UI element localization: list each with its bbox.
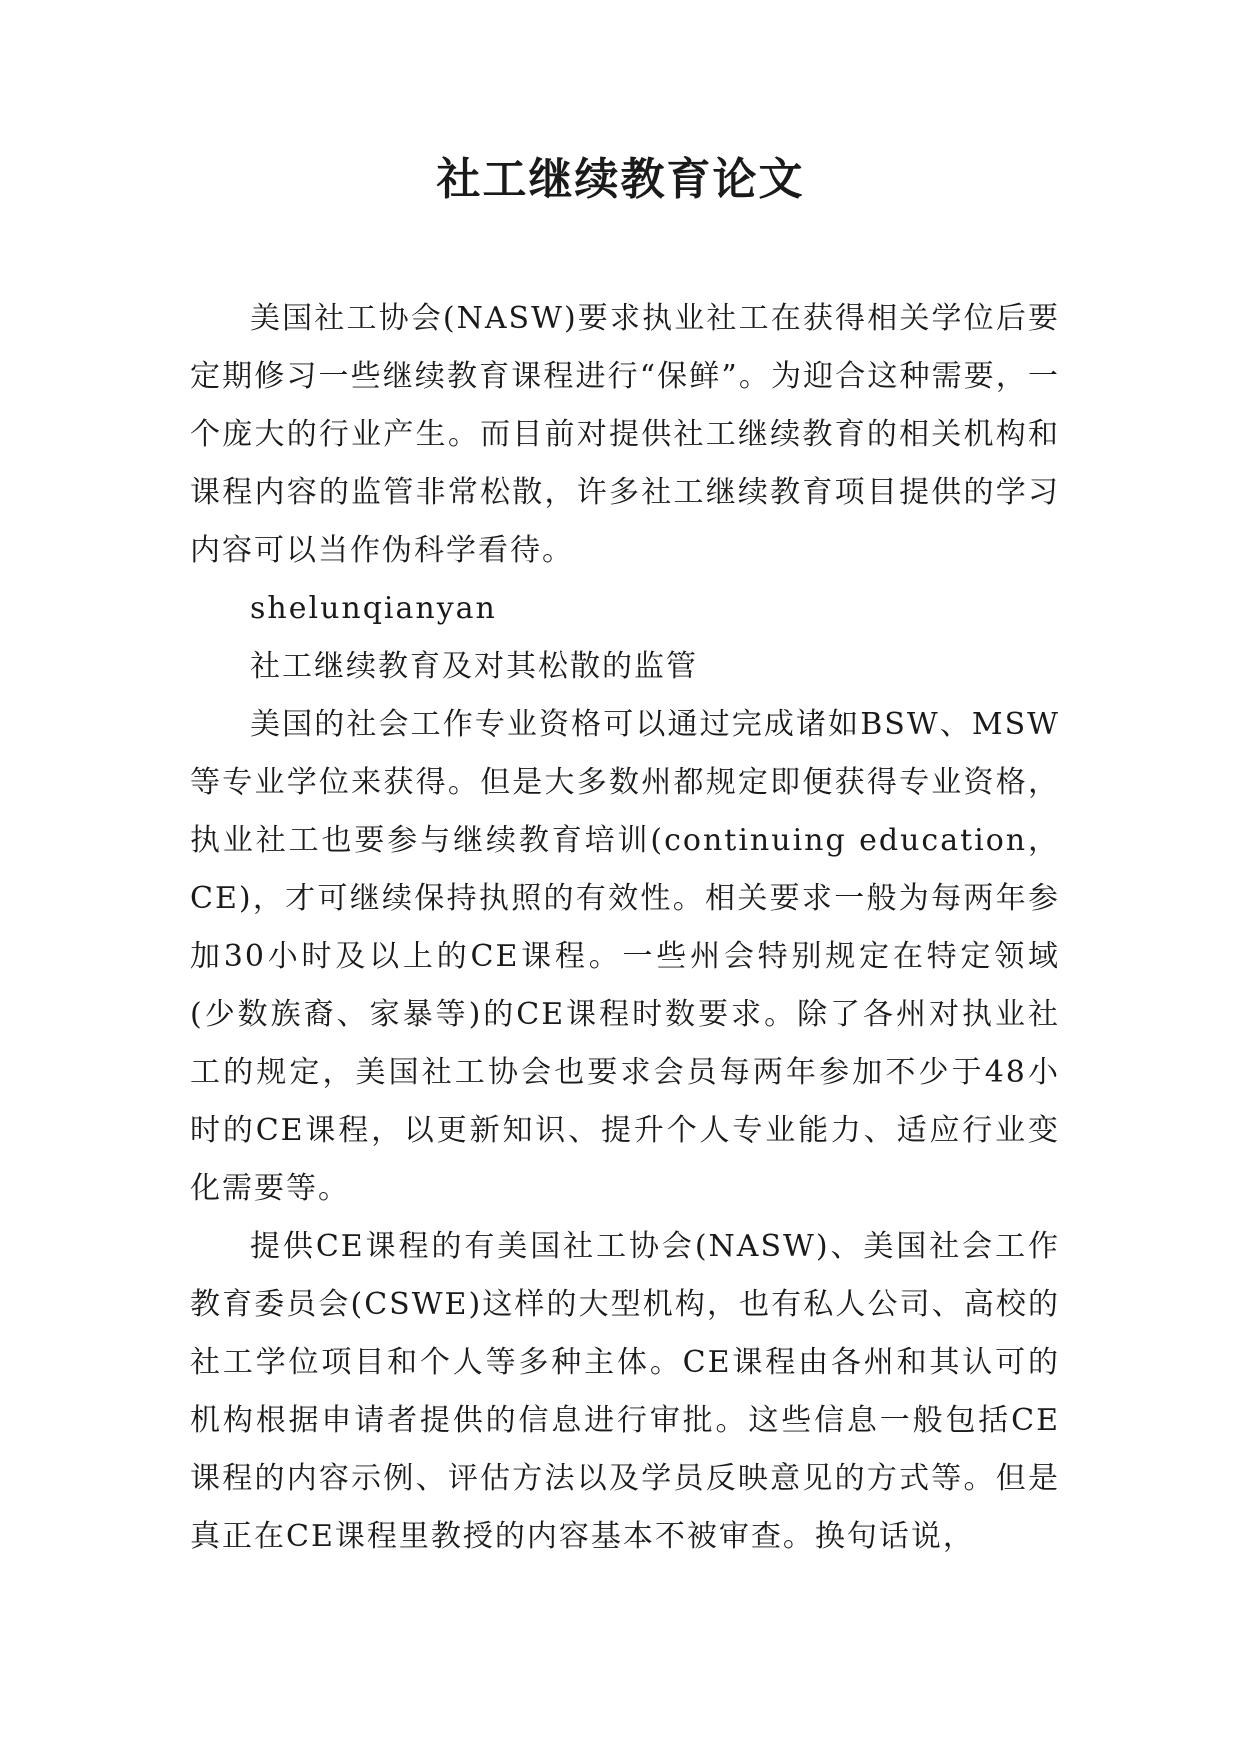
section-heading: 社工继续教育及对其松散的监管 — [250, 649, 698, 684]
document-body — [190, 290, 1060, 1566]
paragraph-pinyin-line: shelunqianyan — [250, 591, 497, 626]
paragraph-requirements: 美国的社会工作专业资格可以通过完成诸如BSW、MSW等专业学位来获得。但是大多数州都规定即便获得专业资格，执业社工也要参与继续教育培训(continuing education，CE)，才可继续保持执照的有效性。相关要求一般为每两年参加30小时及以上的CE课程。一些州会特别规定在特定领域(少数族裔、家暴等)的CE课程时数要求。除了各州对执业社工的规定，美国社工协会也要求会员每两年参加不少于48小时的CE课程，以更新知识、提升个人专业能力、适应行业变化需要等。 — [190, 707, 1060, 1206]
paragraph-providers: 提供CE课程的有美国社工协会(NASW)、美国社会工作教育委员会(CSWE)这样的大型机构，也有私人公司、高校的社工学位项目和个人等多种主体。CE课程由各州和其认可的机构根据申请者提供的信息进行审批。这些信息一般包括CE课程的内容示例、评估方法以及学员反映意见的方式等。但是真正在CE课程里教授的内容基本不被审查。换句话说， — [190, 1229, 1060, 1554]
document-title: 社工继续教育论文 — [436, 154, 805, 205]
paragraph-intro: 美国社工协会(NASW)要求执业社工在获得相关学位后要定期修习一些继续教育课程进行“保鲜”。为迎合这种需要，一个庞大的行业产生。而目前对提供社工继续教育的相关机构和课程内容的监管非常松散，许多社工继续教育项目提供的学习内容可以当作伪科学看待。 — [190, 301, 1060, 568]
